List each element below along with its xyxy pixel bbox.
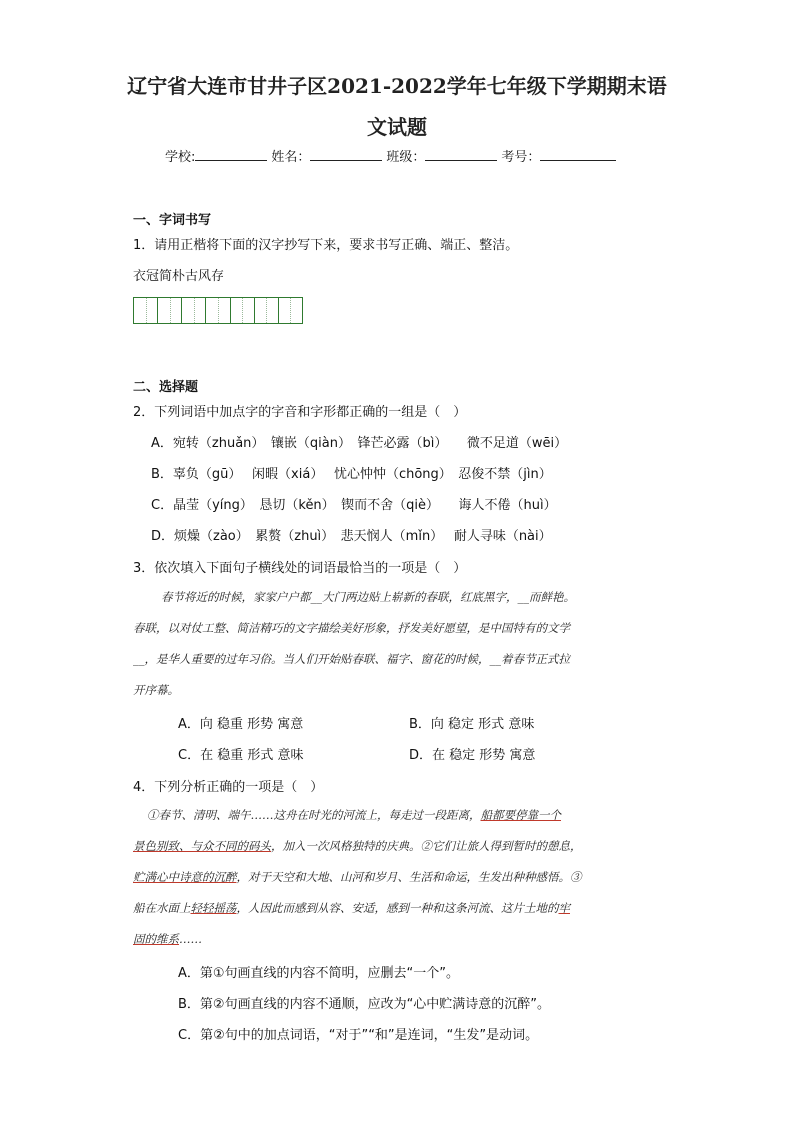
- grid-cell[interactable]: [231, 298, 255, 323]
- name-label: 姓名：: [271, 150, 311, 165]
- question-2-option-b[interactable]: B．辜负（gū） 闲暇（xiá） 忧心忡忡（chōng） 忍俊不禁（jìn）: [151, 467, 552, 482]
- school-blank[interactable]: [195, 146, 267, 161]
- section-2-heading: 二、选择题: [133, 380, 199, 395]
- school-label: 学校:: [165, 150, 196, 165]
- writing-grid[interactable]: [133, 297, 303, 324]
- passage-line: 贮满心中诗意的沉醉，对于天空和大地、山河和岁月、生活和命运，生发出种种感悟。③: [133, 870, 582, 884]
- passage-line: 固的维系……: [133, 932, 202, 946]
- exam-title-line-2: 文试题: [367, 115, 427, 139]
- underlined-phrase: 轻轻摇荡: [190, 901, 237, 915]
- passage-line: 景色别致、与众不同的码头，加入一次风格独特的庆典。②它们让旅人得到暂时的憩息，: [133, 839, 582, 853]
- question-4-option-a[interactable]: A．第①句画直线的内容不简明，应删去“一个”。: [178, 966, 460, 981]
- question-4-option-c[interactable]: C．第②句中的加点词语，“对于”“和”是连词，“生发”是动词。: [178, 1028, 539, 1043]
- grid-cell[interactable]: [279, 298, 302, 323]
- question-3-stem: 3．依次填入下面句子横线处的词语最恰当的一项是（ ）: [133, 561, 467, 576]
- section-1-heading: 一、字词书写: [133, 213, 212, 228]
- copy-phrase: 衣冠简朴古风存: [133, 269, 225, 284]
- question-4-option-b[interactable]: B．第②句画直线的内容不通顺，应改为“心中贮满诗意的沉醉”。: [178, 997, 551, 1012]
- exam-number-label: 考号：: [501, 150, 541, 165]
- passage-line: 春节将近的时候，家家户户都__大门两边贴上崭新的春联，红底黑字，__而鲜艳。: [161, 590, 575, 604]
- grid-cell[interactable]: [158, 298, 182, 323]
- name-blank[interactable]: [310, 146, 382, 161]
- exam-title-line-1: 辽宁省大连市甘井子区2021-2022学年七年级下学期期末语: [127, 74, 667, 98]
- underlined-phrase: 固的维系: [133, 932, 179, 946]
- question-3-option-d[interactable]: D．在 稳定 形势 寓意: [409, 748, 536, 763]
- grid-cell[interactable]: [255, 298, 279, 323]
- passage-line: ①春节、清明、端午……这舟在时光的河流上，每走过一段距离，船都要停靠一个: [147, 808, 561, 822]
- passage-line: 船在水面上轻轻摇荡，人因此而感到从容、安适，感到一种和这条河流、这片土地的牢: [133, 901, 570, 915]
- grid-cell[interactable]: [134, 298, 158, 323]
- class-label: 班级：: [386, 150, 426, 165]
- student-info-row: [165, 146, 620, 165]
- passage-line: __，是华人重要的过年习俗。当人们开始贴春联、福字、窗花的时候，__着春节正式拉: [133, 652, 570, 666]
- question-3-option-a[interactable]: A．向 稳重 形势 寓意: [178, 717, 304, 732]
- passage-line: 春联，以对仗工整、简洁精巧的文字描绘美好形象，抒发美好愿望，是中国特有的文学: [133, 621, 570, 635]
- question-4-stem: 4．下列分析正确的一项是（ ）: [133, 780, 324, 795]
- question-2-option-a[interactable]: A．宛转（zhuǎn） 镶嵌（qiàn） 锋芒必露（bì） 微不足道（wēi）: [151, 436, 568, 451]
- question-2-option-d[interactable]: D．烦燥（zào） 累赘（zhuì） 悲天悯人（mǐn） 耐人寻味（nài）: [151, 529, 552, 544]
- grid-cell[interactable]: [182, 298, 206, 323]
- underlined-phrase: 贮满心中诗意的沉醉: [133, 870, 237, 884]
- question-2-stem: 2．下列词语中加点字的字音和字形都正确的一组是（ ）: [133, 405, 467, 420]
- question-3-option-b[interactable]: B．向 稳定 形式 意味: [409, 717, 535, 732]
- underlined-phrase: 景色别致、与众不同的码头: [133, 839, 271, 853]
- exam-number-blank[interactable]: [540, 146, 616, 161]
- underlined-phrase: 船都要停靠一个: [480, 808, 561, 822]
- question-1-stem: 1．请用正楷将下面的汉字抄写下来，要求书写正确、端正、整洁。: [133, 238, 519, 253]
- question-3-option-c[interactable]: C．在 稳重 形式 意味: [178, 748, 304, 763]
- underlined-phrase: 牢: [558, 901, 570, 915]
- class-blank[interactable]: [425, 146, 497, 161]
- passage-line: 开序幕。: [133, 683, 179, 697]
- question-2-option-c[interactable]: C．晶莹（yíng） 恳切（kěn） 锲而不舍（qiè） 诲人不倦（huì）: [151, 498, 557, 513]
- grid-cell[interactable]: [206, 298, 230, 323]
